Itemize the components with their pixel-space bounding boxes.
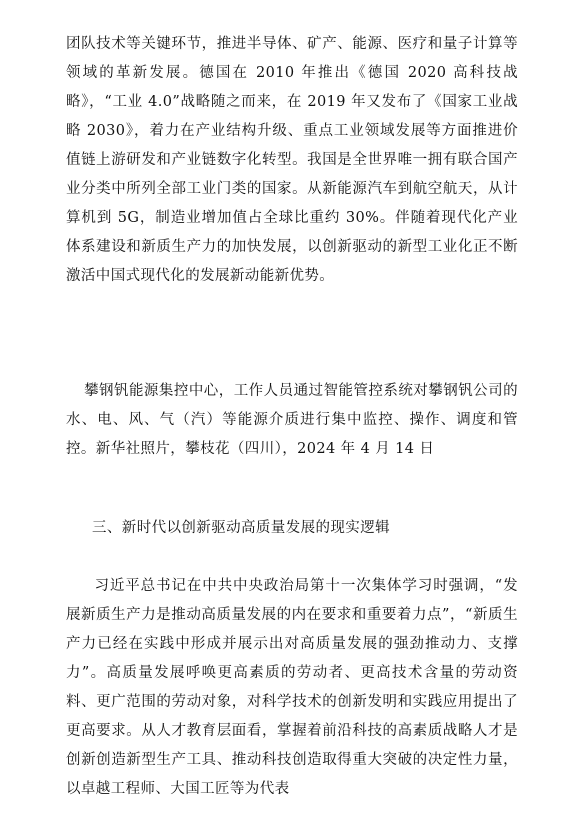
paragraph-text: 习近平总书记在中共中央政治局第十一次集体学习时强调，“发展新质生产力是推动高质量发展的内在要求和重要着力点”，“新质生产力已经在实践中形成并展示出对高质量发展的强劲推动力、支撑力”。高质量发展呼唤更高素质的劳动者、更高技术含量的劳动资料、更广范围的劳动对象，对科学技术的创新发明和实践应用提出了更高要求。从人才教育层面看，掌握着前沿科技的高素质战略人才是创新创造新型生产工具、推动科技创造取得重大突破的决定性力量，以卓越工程师、大国工匠等为代表	[66, 578, 518, 797]
body-paragraph	[66, 30, 518, 291]
section-heading-text: 三、新时代以创新驱动高质量发展的现实逻辑	[92, 520, 390, 536]
section-heading	[92, 514, 512, 543]
caption-text: 攀钢钒能源集控中心，工作人员通过智能管控系统对攀钢钒公司的水、电、风、气（汽）等能源介质进行集中监控、操作、调度和管控。新华社照片，攀枝花（四川），2024 年 4 月 14 日	[66, 383, 518, 457]
photo-caption	[66, 377, 518, 464]
body-paragraph	[66, 572, 518, 804]
paragraph-text: 团队技术等关键环节，推进半导体、矿产、能源、医疗和量子计算等领域的革新发展。德国在 2010 年推出《德国 2020 高科技战略》，“工业 4.0”战略随之而来，在 2019 年又发布了《国家工业战略 2030》，着力在产业结构升级、重点工业领域发展等方面推进价值链上游研发和产业链数字化转型。我国是全世界唯一拥有联合国产业分类中所列全部工业门类的国家。从新能源汽车到航空航天，从计算机到 5G，制造业增加值占全球比重约 30%。伴随着现代化产业体系建设和新质生产力的加快发展，以创新驱动的新型工业化正不断激活中国式现代化的发展新动能新优势。	[66, 36, 518, 284]
